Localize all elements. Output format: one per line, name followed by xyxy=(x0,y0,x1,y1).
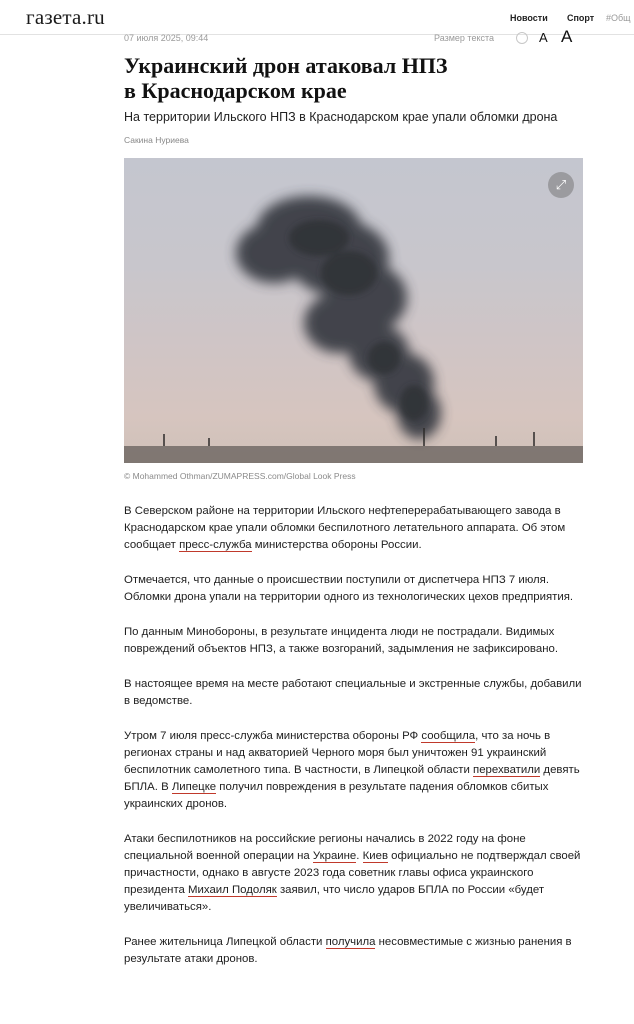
p7-text-b: несовместимые с жизнью ранения в результате атаки дронов. xyxy=(124,936,572,965)
p5-text-d: получил повреждения в результате падения обломков сбитых украинских дронов. xyxy=(124,781,549,810)
article-meta xyxy=(124,27,584,47)
text-size-small-button[interactable]: A xyxy=(539,30,548,45)
paragraph-1 xyxy=(124,503,584,554)
p6-text-b: . xyxy=(356,850,363,862)
author-name[interactable]: Сакина Нуриева xyxy=(124,135,189,145)
photo-credit: © Mohammed Othman/ZUMAPRESS.com/Global Look Press xyxy=(124,471,356,481)
link-reported[interactable]: сообщила xyxy=(421,730,476,742)
smoke-plume-image xyxy=(124,158,583,463)
link-intercepted[interactable]: перехватили xyxy=(473,764,541,776)
link-press-service[interactable]: пресс-служба xyxy=(179,539,252,551)
p5-text-b: , что за ночь в регионах страны и над акваторией Черного моря был уничтожен 91 украинский беспилотник самолетного типа. В частности, в Липецкой области xyxy=(124,730,551,776)
paragraph-3: По данным Минобороны, в результате инцидента люди не пострадали. Видимых повреждений объектов НПЗ, а также возгораний, задымления не зафиксировано. xyxy=(124,626,558,655)
text-size-large-button[interactable]: A xyxy=(561,27,573,46)
paragraph-2: Отмечается, что данные о происшествии поступили от диспетчера НПЗ 7 июля. Обломки дрона упали на территории одного из технологических цехов предприятия. xyxy=(124,574,574,603)
nav-tag[interactable]: #Общ xyxy=(606,13,631,23)
expand-icon[interactable]: ⤢ xyxy=(548,172,574,198)
link-received[interactable]: получила xyxy=(325,936,376,948)
link-ukraine[interactable]: Украине xyxy=(312,850,357,862)
text-size-icon[interactable] xyxy=(516,32,528,44)
link-podolyak[interactable]: Михаил Подоляк xyxy=(188,884,277,896)
title-line-2: в Краснодарском крае xyxy=(124,78,347,103)
paragraph-7 xyxy=(124,934,584,968)
link-kiev[interactable]: Киев xyxy=(362,850,389,862)
title-line-1: Украинский дрон атаковал НПЗ xyxy=(124,53,448,78)
article-photo[interactable] xyxy=(124,158,583,463)
link-lipetsk[interactable]: Липецке xyxy=(171,781,217,793)
publish-date: 07 июля 2025, 09:44 xyxy=(124,33,209,43)
p5-text-c: девять БПЛА. В xyxy=(124,764,580,793)
nav-sport[interactable]: Спорт xyxy=(567,13,595,23)
p1-text-b: министерства обороны России. xyxy=(251,539,422,551)
site-logo[interactable]: газета.ru xyxy=(26,5,105,29)
paragraph-5 xyxy=(124,728,584,813)
paragraph-6 xyxy=(124,831,584,916)
p1-text-a: В Северском районе на территории Ильского нефтеперерабатывающего завода в Краснодарском крае упали обломки беспилотного летательного аппарата. Об этом сообщает xyxy=(124,505,566,551)
article-title xyxy=(124,53,564,103)
p5-text-a: Утром 7 июля пресс-служба министерства обороны РФ xyxy=(124,730,422,742)
article-subtitle: На территории Ильского НПЗ в Краснодарском крае упали обломки дрона xyxy=(124,110,558,124)
article-body xyxy=(124,503,584,986)
nav-news[interactable]: Новости xyxy=(510,13,548,23)
p6-text-a: Атаки беспилотников на российские регионы начались в 2022 году на фоне специальной военной операции на xyxy=(124,833,526,862)
p7-text-a: Ранее жительница Липецкой области xyxy=(124,936,326,948)
paragraph-4: В настоящее время на месте работают специальные и экстренные службы, добавили в ведомстве. xyxy=(124,678,582,707)
p6-text-d: заявил, что число ударов БПЛА по России «будет увеличиваться». xyxy=(124,884,545,913)
p6-text-c: официально не подтверждал своей причастности, однако в августе 2023 года советник главы офиса украинского президента xyxy=(124,850,581,896)
text-size-label: Размер текста xyxy=(434,33,495,43)
